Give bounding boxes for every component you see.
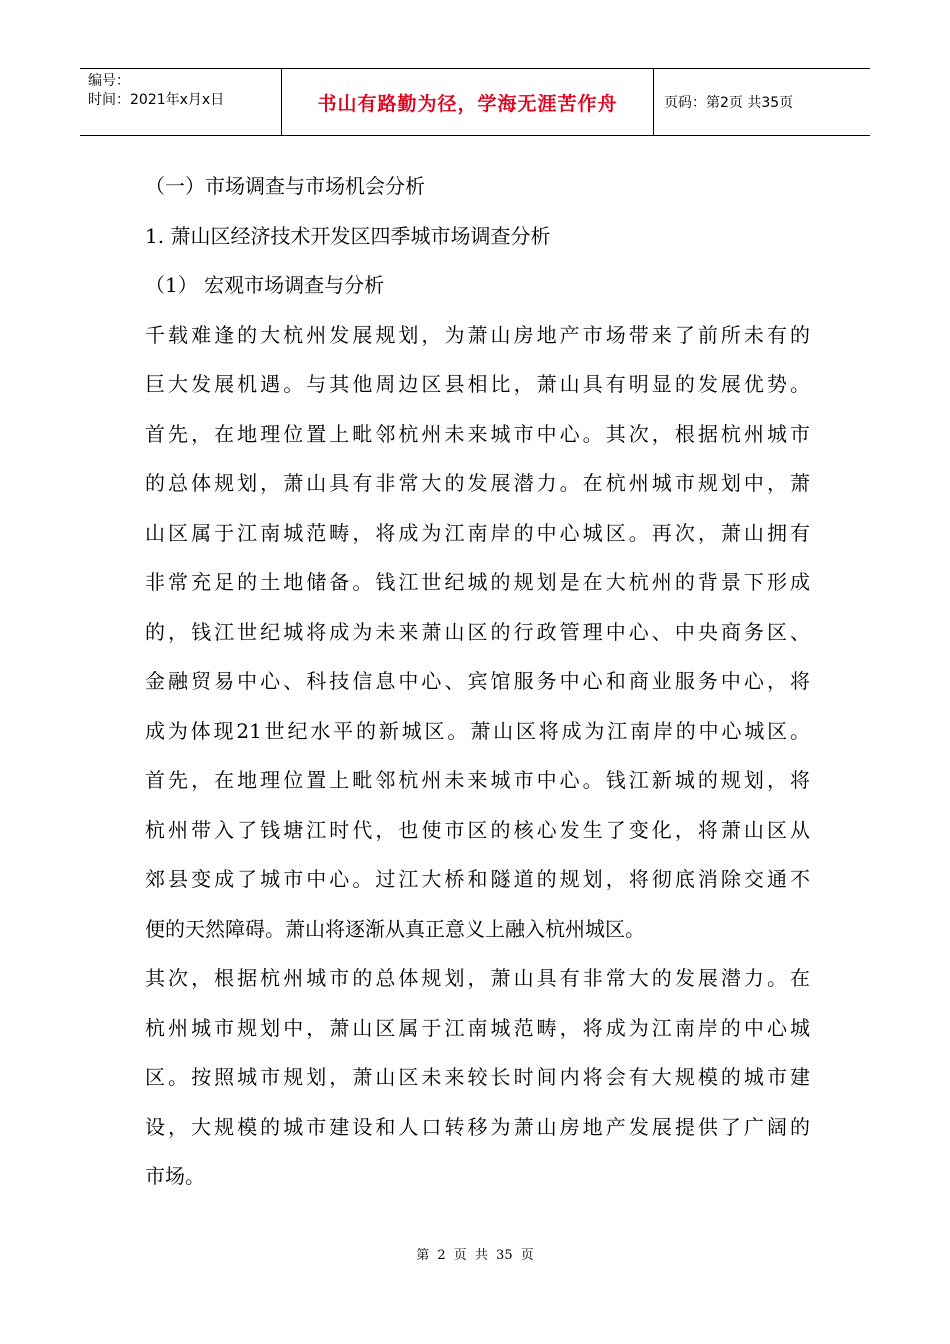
sub-subsection-heading: （1） 宏观市场调查与分析 [145,273,385,297]
body-line: 杭州带入了钱塘江时代，也使市区的核心发生了变化，将萧山区从 [145,817,810,842]
document-time-label: 时间：2021年x月x日 [88,92,225,108]
body-line: 首先，在地理位置上毗邻杭州未来城市中心。钱江新城的规划，将 [145,768,810,792]
header-motto: 书山有路勤为径，学海无涯苦作舟 [282,69,654,135]
section-heading: （一）市场调查与市场机会分析 [145,174,425,198]
body-line: 的，钱江世纪城将成为未来萧山区的行政管理中心、中央商务区、 [145,619,810,644]
header-meta-cell [80,69,282,135]
header-page-info: 页码：第2页 共35页 [664,95,794,111]
body-line: 其次，根据杭州城市的总体规划，萧山具有非常大的发展潜力。在 [145,966,810,990]
body-line: 便的天然障碍。萧山将逐渐从真正意义上融入杭州城区。 [145,916,645,941]
body-line: 非常充足的土地储备。钱江世纪城的规划是在大杭州的背景下形成 [145,570,810,594]
page-header [80,68,870,136]
document-number-label: 编号： [88,73,130,89]
body-line: 金融贸易中心、科技信息中心、宾馆服务中心和商业服务中心，将 [145,669,810,693]
body-line: 千载难逢的大杭州发展规划，为萧山房地产市场带来了前所未有的 [145,322,810,347]
body-line: 市场。 [145,1164,205,1188]
subsection-heading: 1. 萧山区经济技术开发区四季城市场调查分析 [145,223,551,248]
body-line: 的总体规划，萧山具有非常大的发展潜力。在杭州城市规划中，萧 [145,471,810,495]
body-line: 郊县变成了城市中心。过江大桥和隧道的规划，将彻底消除交通不 [145,867,810,891]
document-body [145,162,810,1202]
body-line: 杭州城市规划中，萧山区属于江南城范畴，将成为江南岸的中心城 [145,1015,810,1040]
body-line: 首先，在地理位置上毗邻杭州未来城市中心。其次，根据杭州城市 [145,421,810,446]
body-line: 巨大发展机遇。与其他周边区县相比，萧山具有明显的发展优势。 [145,372,810,396]
body-line: 设，大规模的城市建设和人口转移为萧山房地产发展提供了广阔的 [145,1114,810,1139]
body-line: 成为体现21世纪水平的新城区。萧山区将成为江南岸的中心城区。 [145,718,810,743]
body-line: 区。按照城市规划，萧山区未来较长时间内将会有大规模的城市建 [145,1065,810,1089]
page-footer: 第 2 页 共 35 页 [416,1248,534,1263]
body-line: 山区属于江南城范畴，将成为江南岸的中心城区。再次，萧山拥有 [145,520,810,545]
